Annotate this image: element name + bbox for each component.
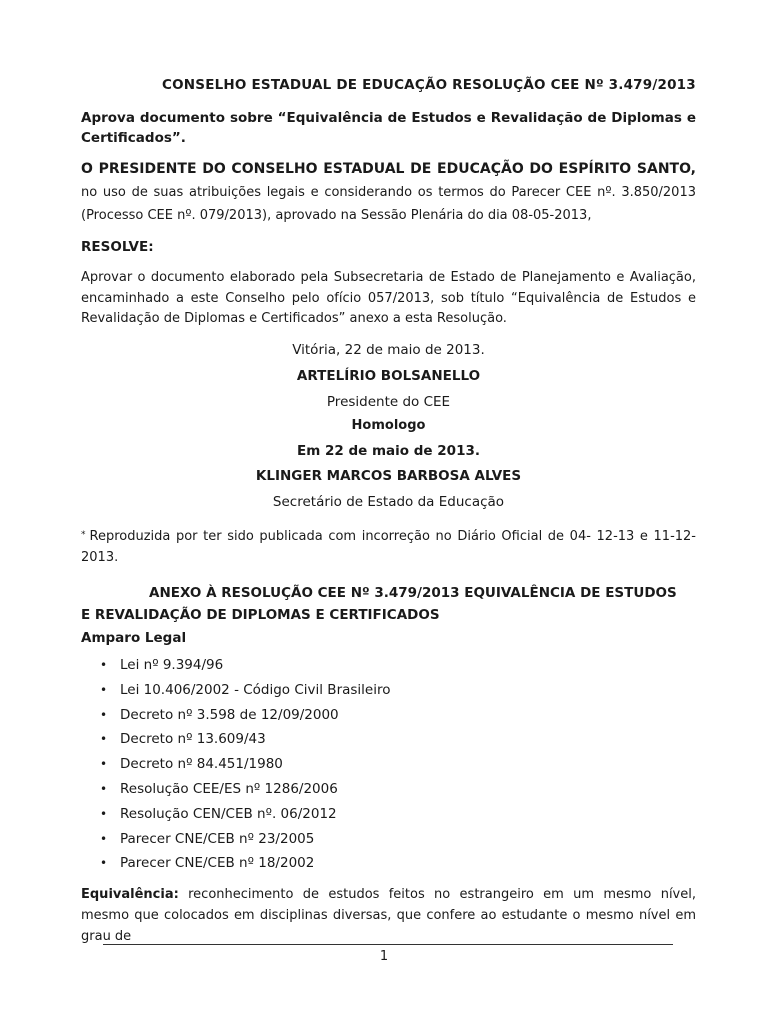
list-item: • Resolução CEE/ES nº 1286/2006: [100, 777, 391, 802]
bullet-icon: •: [100, 831, 108, 846]
page-number: 1: [379, 949, 389, 964]
footer-divider: [103, 944, 673, 945]
bullet-icon: •: [100, 757, 108, 772]
annex-title: [81, 582, 696, 626]
legal-basis-list: [100, 653, 391, 876]
list-item: • Lei nº 9.394/96: [100, 653, 391, 678]
preamble-text: no uso de suas atribuições legais e considerando os termos do Parecer CEE nº. 3.850/2013 (Processo CEE nº. 079/2013), aprovado na Sessão Plenária do dia 08-05-2013,: [81, 185, 696, 223]
bullet-icon: •: [100, 682, 108, 697]
signatory-name: ARTELÍRIO BOLSANELLO: [296, 368, 481, 384]
list-item: • Decreto nº 13.609/43: [100, 727, 391, 752]
list-item: • Decreto nº 3.598 de 12/09/2000: [100, 703, 391, 728]
note-text: Reproduzida por ter sido publicada com incorreção no Diário Oficial de 04- 12-13 e 11-12-2013.: [81, 529, 696, 565]
bullet-icon: •: [100, 732, 108, 747]
signatory-role: Presidente do CEE: [326, 394, 451, 410]
secretary-name: KLINGER MARCOS BARBOSA ALVES: [255, 468, 522, 484]
amparo-legal-heading: Amparo Legal: [81, 630, 187, 646]
bullet-icon: •: [100, 781, 108, 796]
list-item: • Parecer CNE/CEB nº 23/2005: [100, 827, 391, 852]
definition-term: Equivalência:: [81, 887, 179, 902]
secretary-role: Secretário de Estado da Educação: [272, 494, 505, 510]
list-item: • Parecer CNE/CEB nº 18/2002: [100, 851, 391, 876]
homologo-label: Homologo: [351, 418, 426, 433]
ementa: Aprova documento sobre “Equivalência de Estudos e Revalidação de Diplomas e Certificados”.: [81, 110, 696, 146]
definition-text: reconhecimento de estudos feitos no estrangeiro em um mesmo nível, mesmo que colocados em disciplinas diversas, que confere ao estudante o mesmo nível em grau de: [81, 887, 696, 944]
annex-title-line-1: ANEXO À RESOLUÇÃO CEE Nº 3.479/2013 EQUIVALÊNCIA DE ESTUDOS: [149, 585, 677, 601]
republication-note: [81, 525, 696, 568]
resolution-body: Aprovar o documento elaborado pela Subsecretaria de Estado de Planejamento e Avaliação, encaminhado a este Conselho pelo ofício 057/2013, sob título “Equivalência de Estudos e Revalidação de Diplomas e Certificados” anexo a esta Resolução.: [81, 270, 696, 326]
signature-date: Vitória, 22 de maio de 2013.: [292, 342, 485, 358]
note-marker: *: [81, 530, 86, 540]
homologo-date: Em 22 de maio de 2013.: [297, 443, 480, 459]
list-item: • Decreto nº 84.451/1980: [100, 752, 391, 777]
bullet-icon: •: [100, 806, 108, 821]
resolution-title: CONSELHO ESTADUAL DE EDUCAÇÃO RESOLUÇÃO CEE Nº 3.479/2013: [162, 77, 696, 93]
preamble-lead: O PRESIDENTE DO CONSELHO ESTADUAL DE EDUCAÇÃO DO ESPÍRITO SANTO,: [81, 161, 696, 177]
resolve-heading: RESOLVE:: [81, 239, 154, 255]
equivalencia-definition: [81, 884, 696, 947]
bullet-icon: •: [100, 707, 108, 722]
preamble: [81, 158, 696, 227]
bullet-icon: •: [100, 856, 108, 871]
annex-title-line-2: E REVALIDAÇÃO DE DIPLOMAS E CERTIFICADOS: [81, 607, 440, 623]
bullet-icon: •: [100, 658, 108, 672]
list-item: • Resolução CEN/CEB nº. 06/2012: [100, 802, 391, 827]
list-item: • Lei 10.406/2002 - Código Civil Brasileiro: [100, 678, 391, 703]
